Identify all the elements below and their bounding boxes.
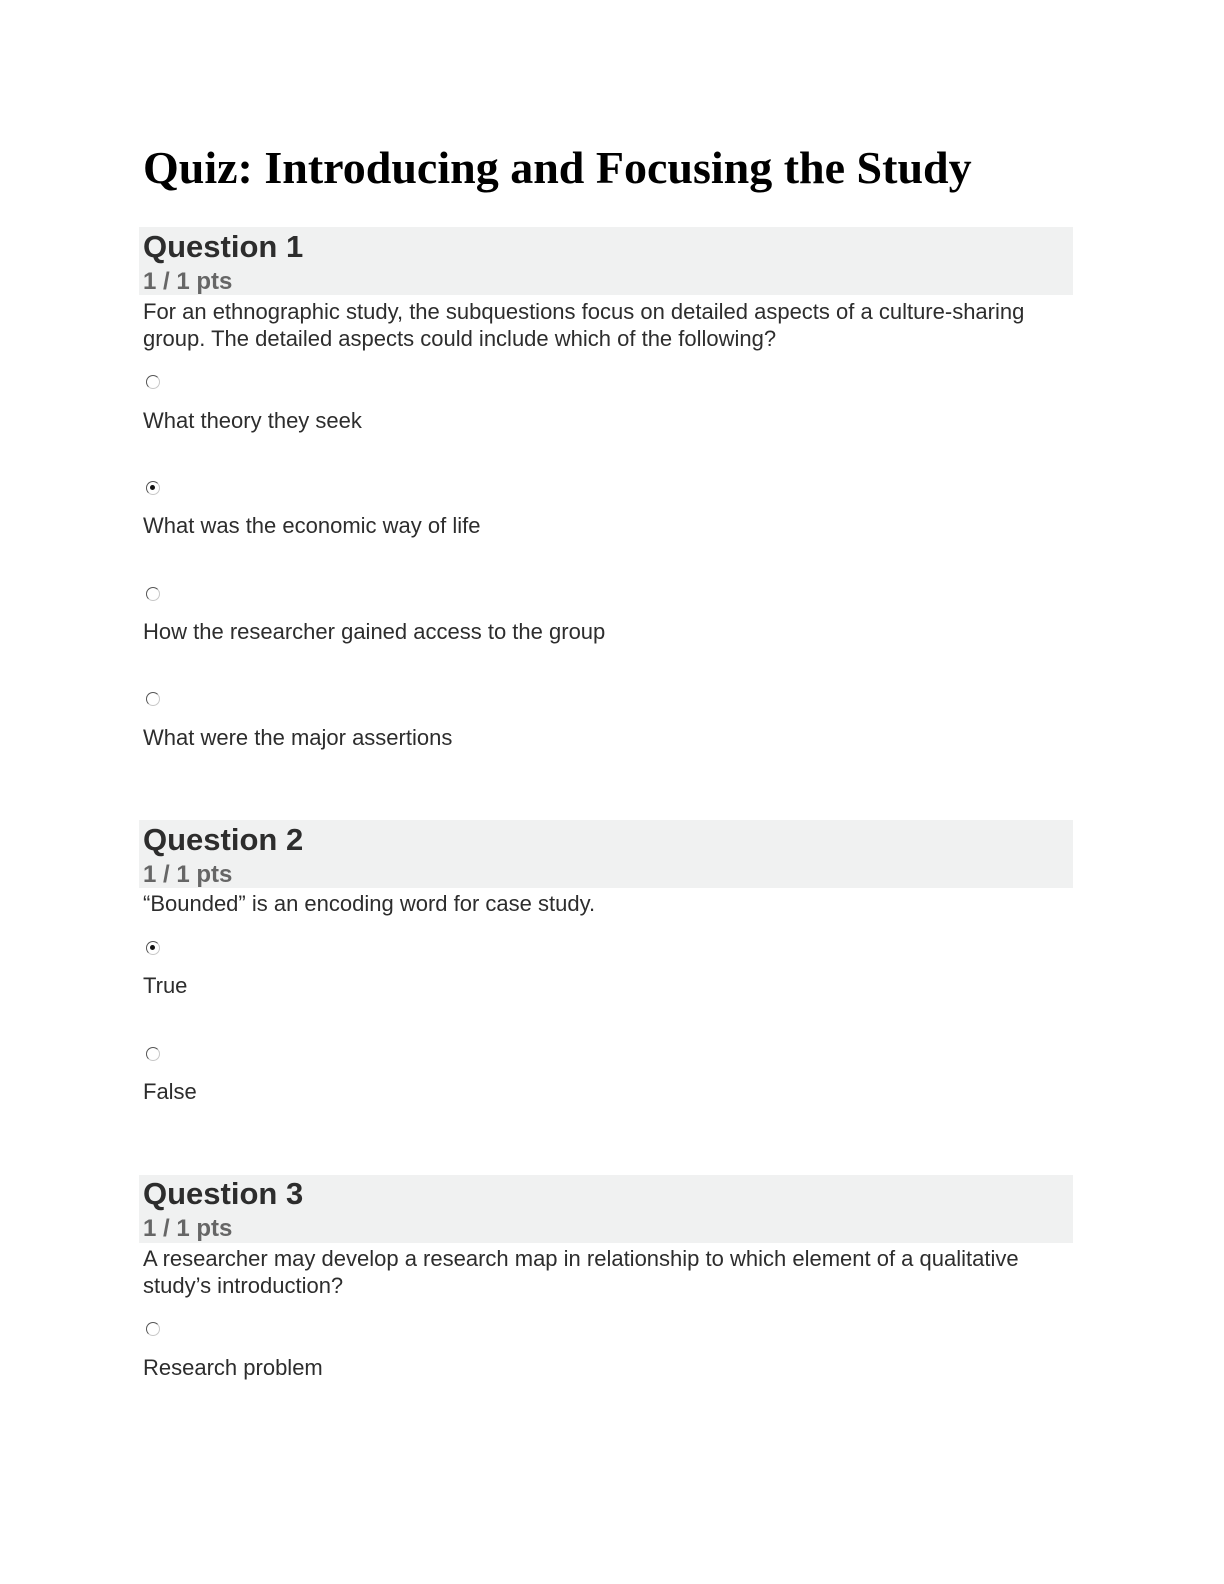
question-2-answer-2-radio[interactable] (146, 1047, 160, 1061)
question-1-answer-2-radio[interactable] (146, 481, 160, 495)
question-3-answer-1-label[interactable]: Research problem (143, 1355, 323, 1380)
question-1-points: 1 / 1 pts (143, 268, 233, 295)
question-2-title: Question 2 (143, 822, 304, 857)
question-2-points: 1 / 1 pts (143, 861, 233, 888)
question-2-answer-2-label[interactable]: False (143, 1079, 197, 1104)
question-1-answer-3-label[interactable]: How the researcher gained access to the group (143, 619, 606, 644)
question-1-answer-1-radio[interactable] (146, 375, 160, 389)
question-2-answer-1-label[interactable]: True (143, 973, 188, 998)
question-1-title: Question 1 (143, 229, 304, 264)
question-3-text: A researcher may develop a research map in relationship to which element of a qualitative study’s introduction? (143, 1246, 1019, 1298)
question-1-answer-4-label[interactable]: What were the major assertions (143, 725, 453, 750)
question-3-answer-1-radio[interactable] (146, 1322, 160, 1336)
page-title: Quiz: Introducing and Focusing the Study (143, 142, 972, 193)
question-1-answer-2-label[interactable]: What was the economic way of life (143, 513, 481, 538)
question-1-answer-1-label[interactable]: What theory they seek (143, 408, 362, 433)
question-3-title: Question 3 (143, 1176, 304, 1211)
question-2-answer-1-radio[interactable] (146, 941, 160, 955)
question-1-answer-4-radio[interactable] (146, 692, 160, 706)
question-1-text: For an ethnographic study, the subquestions focus on detailed aspects of a culture-sharing group. The detailed aspects could include which of the following? (143, 299, 1025, 351)
question-3-points: 1 / 1 pts (143, 1215, 233, 1242)
question-2-text: “Bounded” is an encoding word for case study. (143, 891, 596, 916)
question-1-answer-3-radio[interactable] (146, 587, 160, 601)
